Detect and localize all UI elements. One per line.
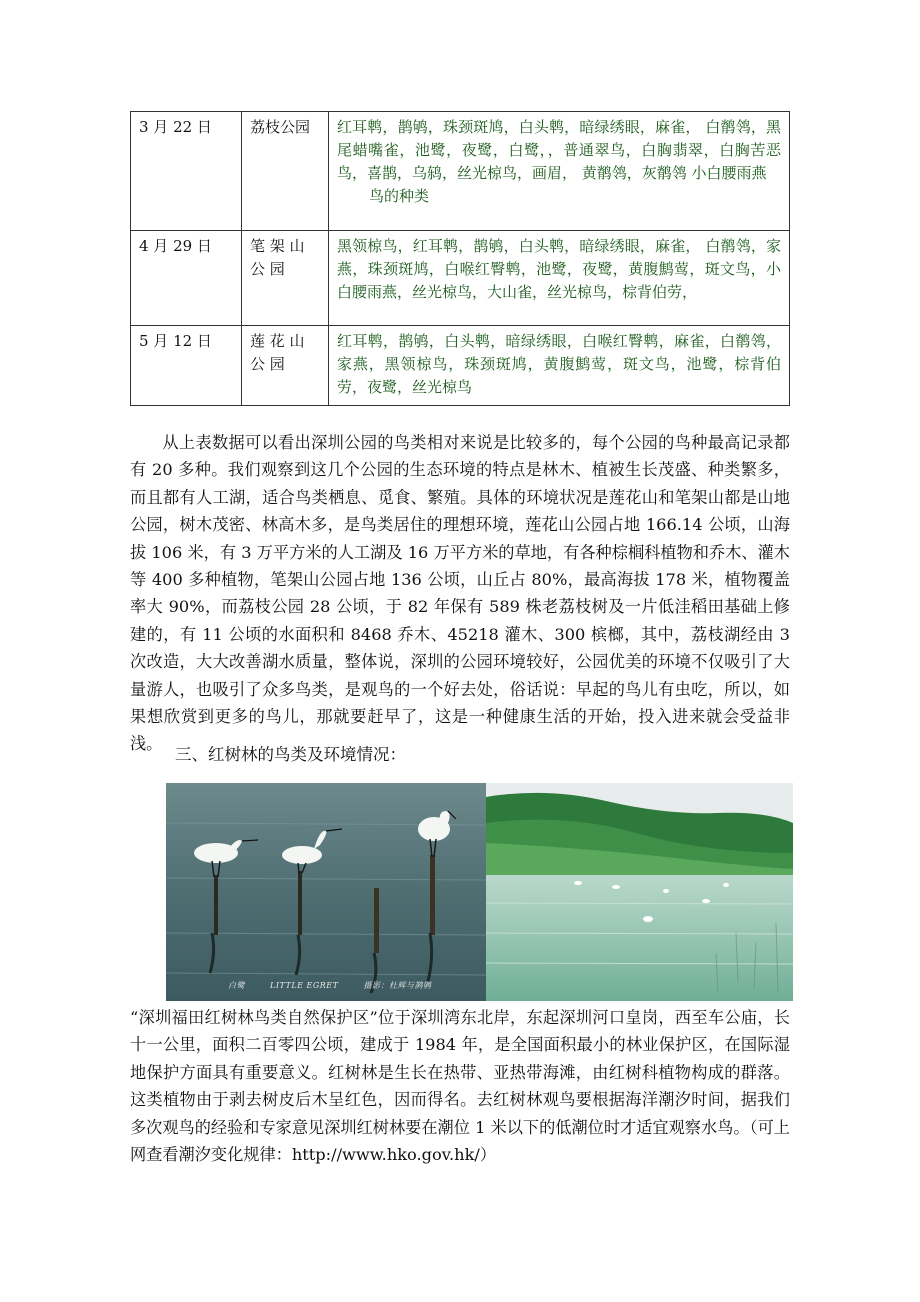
row-birds: 黑领椋鸟，红耳鹎，鹊鸲，白头鹎，暗绿绣眼，麻雀， 白鹡鸰，家燕，珠颈斑鸠，白喉红臀鹎，池鹭，夜鹭，黄腹鹪莺，斑文鸟，小白腰雨燕，丝光椋鸟，大山雀，丝光椋鸟，棕背伯劳， bbox=[329, 231, 790, 326]
photo-label bbox=[228, 980, 454, 991]
row-date: 4 月 29 日 bbox=[131, 231, 242, 326]
row-park: 荔枝公园 bbox=[242, 112, 329, 231]
row-park: 莲 花 山 公 园 bbox=[242, 326, 329, 406]
row-birds: 红耳鹎，鹊鸲，白头鹎，暗绿绣眼，白喉红臀鹎，麻雀，白鹡鸰，家燕，黑领椋鸟，珠颈斑鸠，黄腹鹪莺，斑文鸟，池鹭，棕背伯劳，夜鹭，丝光椋鸟 bbox=[329, 326, 790, 406]
bird-survey-table bbox=[130, 111, 790, 406]
table-row bbox=[131, 112, 790, 231]
table-row bbox=[131, 231, 790, 326]
photo-label-en: LITTLE EGRET bbox=[270, 981, 339, 990]
paragraph-park-environment: 从上表数据可以看出深圳公园的鸟类相对来说是比较多的，每个公园的鸟种最高记录都有 20 多种。我们观察到这几个公园的生态环境的特点是林木、植被生长茂盛、种类繁多，而且都有人工湖，适合鸟类栖息、觅食、繁殖。具体的环境状况是莲花山和笔架山都是山地公园，树木茂密、林高木多，是鸟类居住的理想环境，莲花山公园占地 166.14 公顷，山海拔 106 米，有 3 万平方米的人工湖及 16 万平方米的草地，有各种棕榈科植物和乔木、灌木等 400 多种植物，笔架山公园占地 136 公顷，山丘占 80%，最高海拔 178 米，植物覆盖率大 90%，而荔枝公园 28 公顷，于 82 年保有 589 株老荔枝树及一片低洼稻田基础上修建的，有 11 公顷的水面积和 8468 乔木、45218 灌木、300 槟榔，其中，荔枝湖经由 3 次改造，大大改善湖水质量，整体说，深圳的公园环境较好，公园优美的环境不仅吸引了大量游人，也吸引了众多鸟类，是观鸟的一个好去处，俗话说：早起的鸟儿有虫吃，所以，如果想欣赏到更多的鸟儿，那就要赶早了，这是一种健康生活的开始，投入进来就会受益非浅。 bbox=[130, 433, 790, 754]
row-park: 笔 架 山 公 园 bbox=[242, 231, 329, 326]
photo-credit: 摄影：杜辉与鹊鸲 bbox=[363, 981, 432, 990]
egret-photo bbox=[166, 783, 486, 1001]
table-row bbox=[131, 326, 790, 406]
photo-label-cn: 白鹭 bbox=[228, 981, 245, 990]
mangrove-photo bbox=[486, 783, 793, 1001]
row-birds bbox=[329, 112, 790, 231]
row-date: 3 月 22 日 bbox=[131, 112, 242, 231]
row-date: 5 月 12 日 bbox=[131, 326, 242, 406]
mangrove-illustration bbox=[486, 783, 793, 1001]
paragraph-mangrove: “深圳福田红树林鸟类自然保护区”位于深圳湾东北岸，东起深圳河口皇岗，西至车公庙，长十一公里，面积二百零四公顷，建成于 1984 年，是全国面积最小的林业保护区，在国际湿地保护方面具有重要意义。红树林是生长在热带、亚热带海滩，由红树科植物构成的群落。这类植物由于剥去树皮后木呈红色，因而得名。去红树林观鸟要根据海洋潮汐时间，据我们多次观鸟的经验和专家意见深圳红树林要在潮位 1 米以下的低潮位时才适宜观察水鸟。（可上网查看潮汐变化规律：http://www.hko.gov.hk/） bbox=[130, 1008, 790, 1165]
bird-list: 红耳鹎，鹊鸲，珠颈斑鸠，白头鹎，暗绿绣眼，麻雀， 白鹡鸰，黑尾蜡嘴雀，池鹭，夜鹭，白鹭，，普通翠鸟，白胸翡翠，白胸苦恶鸟，喜鹊，乌鸫，丝光椋鸟，画眉， 黄鹡鸰，灰鹡鸰 小白腰雨燕 bbox=[337, 118, 781, 182]
section-heading: 三、红树林的鸟类及环境情况： bbox=[175, 745, 406, 764]
egret-illustration bbox=[166, 783, 486, 1001]
table-caption: 鸟的种类 bbox=[369, 187, 430, 205]
